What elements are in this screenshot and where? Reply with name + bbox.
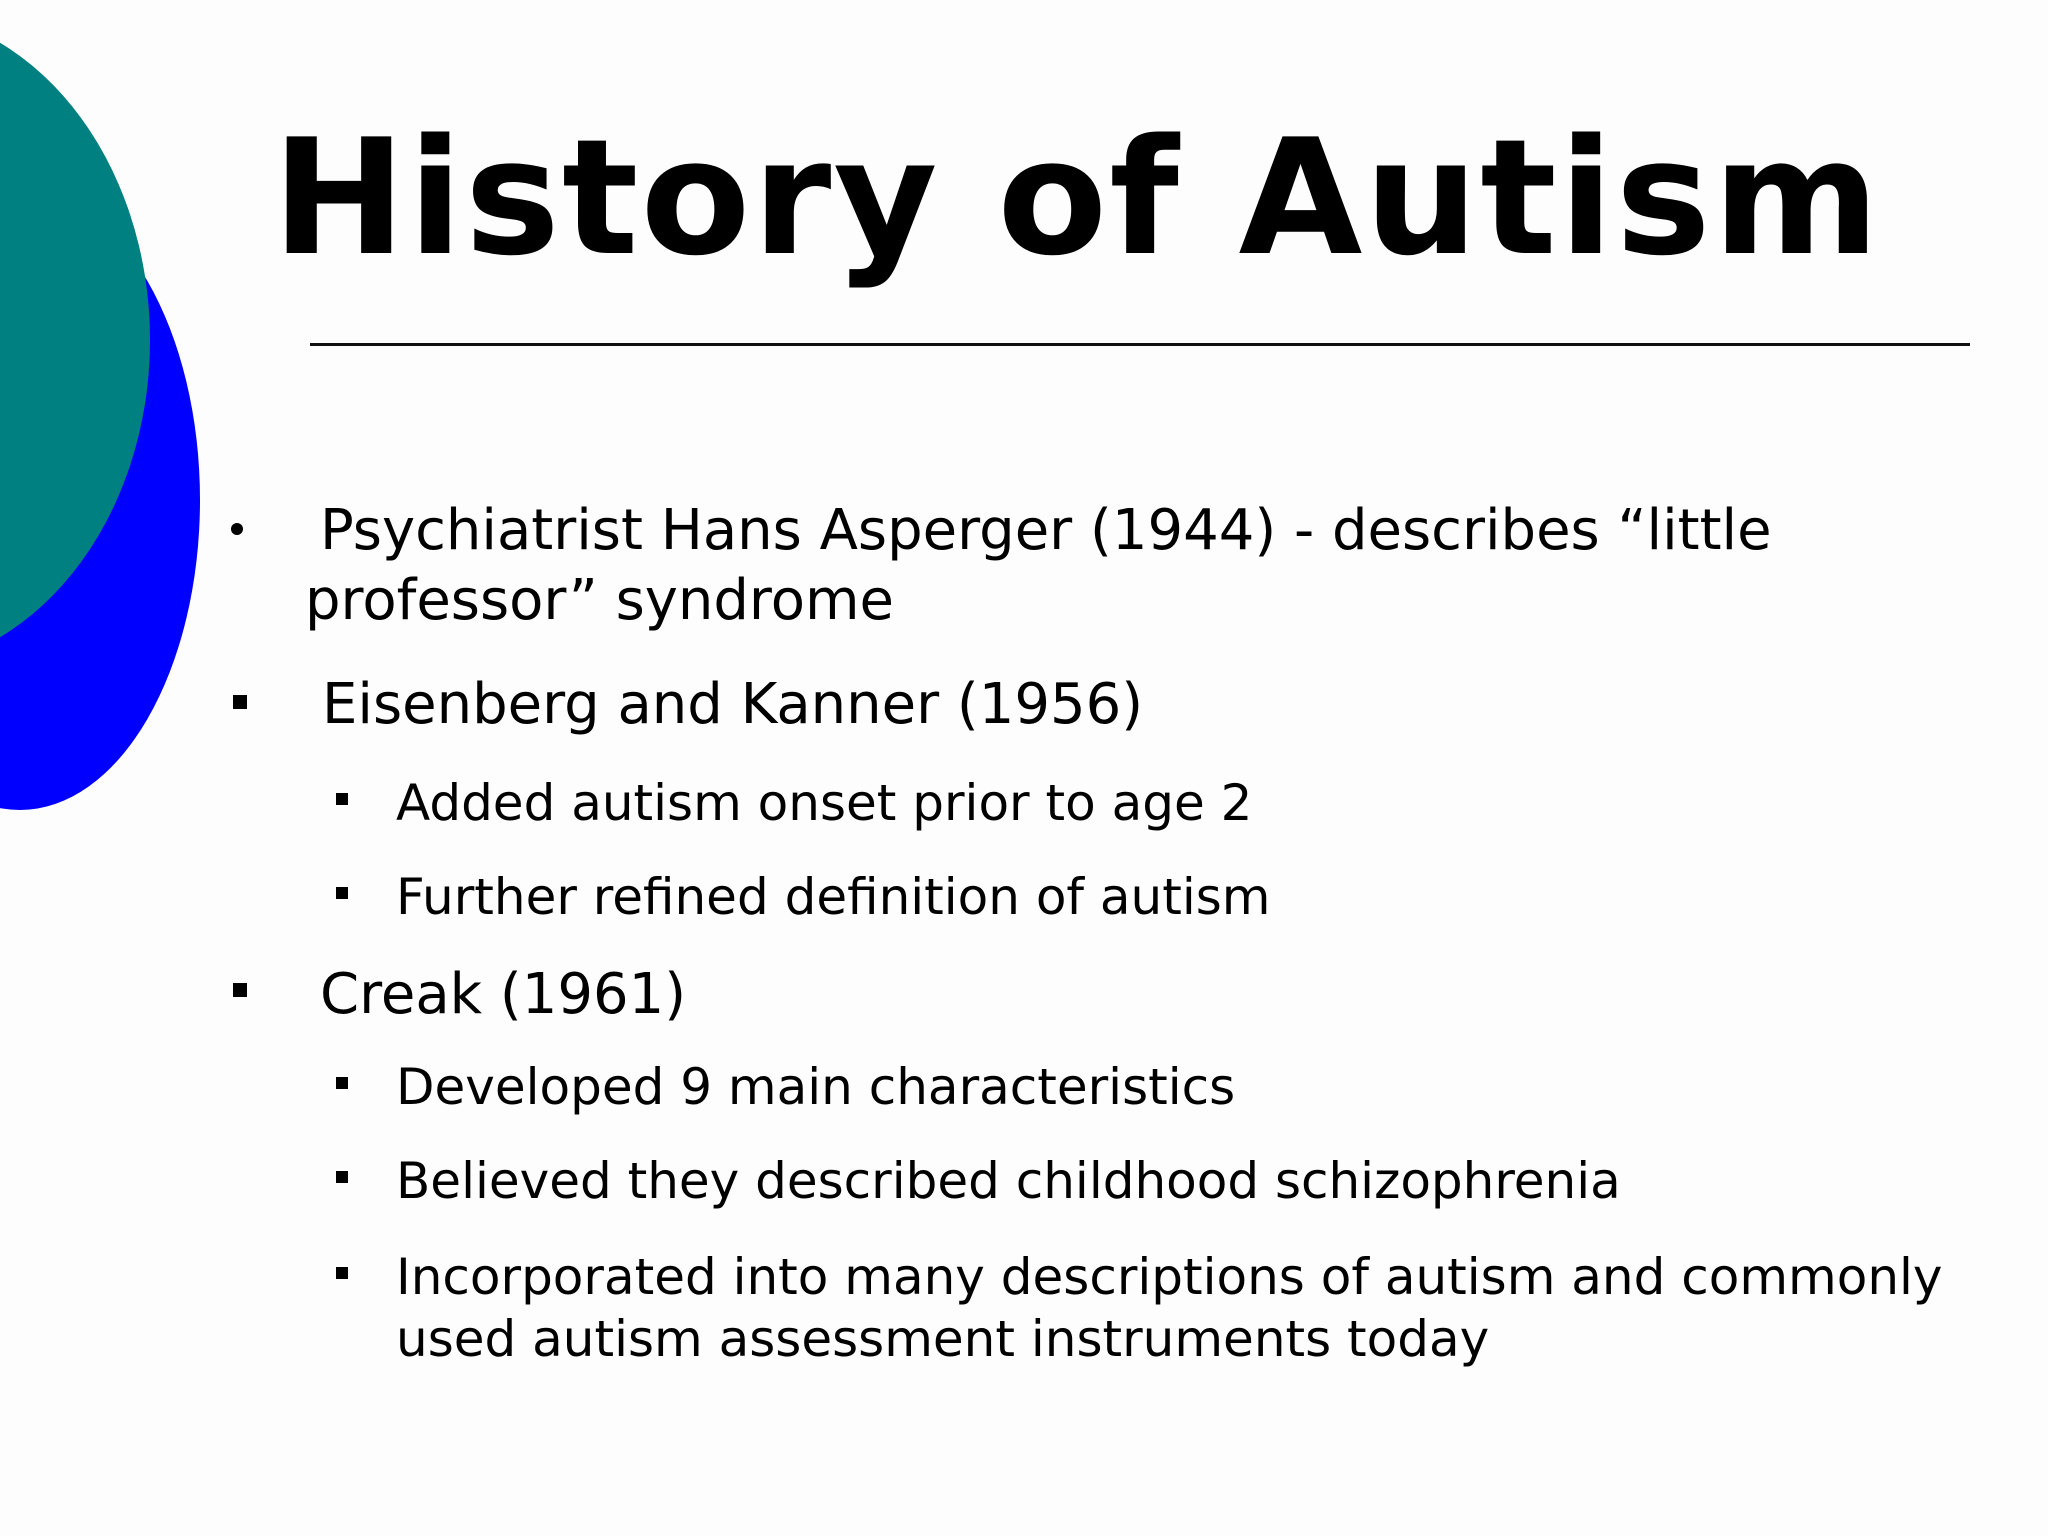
sub-item-assessment-line1: Incorporated into many descriptions of autism and commonly	[396, 1248, 1943, 1306]
bullet-square-icon	[336, 1171, 348, 1183]
list-item-creak: Creak (1961)	[320, 962, 687, 1027]
bullet-square-icon	[336, 1077, 348, 1089]
sub-item-assessment-line2: used autism assessment instruments today	[396, 1310, 1490, 1368]
sub-item-onset-age: Added autism onset prior to age 2	[396, 774, 1253, 832]
sub-item-childhood-schizophrenia: Believed they described childhood schizophrenia	[396, 1152, 1621, 1210]
sub-item-nine-characteristics: Developed 9 main characteristics	[396, 1058, 1236, 1116]
sub-item-refined-definition: Further refined definition of autism	[396, 868, 1271, 926]
list-item-eisenberg-kanner: Eisenberg and Kanner (1956)	[322, 672, 1144, 737]
bullet-square-icon	[336, 887, 348, 899]
bullet-square-icon	[336, 1267, 348, 1279]
list-item-asperger-line2: professor” syndrome	[305, 568, 894, 633]
bullet-dot-icon	[231, 523, 243, 535]
list-item-asperger-line1: Psychiatrist Hans Asperger (1944) - describes “little	[320, 498, 1772, 563]
bullet-square-icon	[336, 793, 348, 805]
slide-title: History of Autism	[272, 104, 1882, 291]
bullet-square-icon	[233, 983, 247, 997]
bullet-square-icon	[233, 695, 247, 709]
